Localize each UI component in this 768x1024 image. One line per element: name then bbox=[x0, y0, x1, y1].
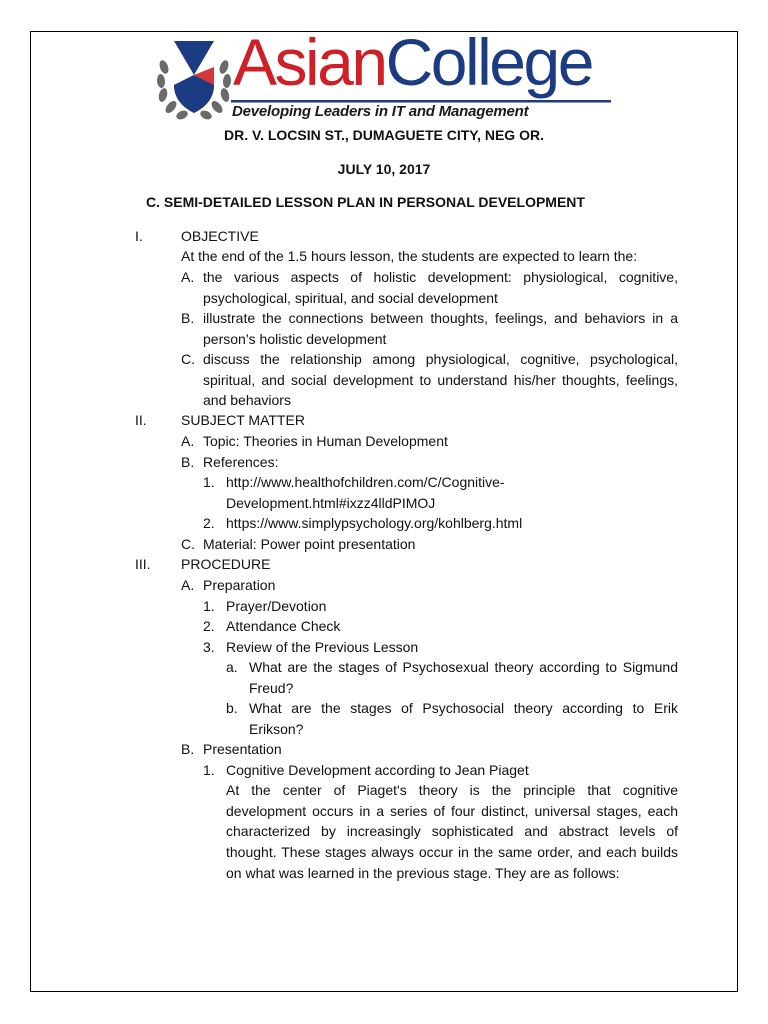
prep-item: Review of the Previous Lesson bbox=[226, 639, 419, 655]
list-number: 1. bbox=[203, 474, 215, 490]
review-question: What are the stages of Psychosexual theory according to Sigmund Freud? bbox=[249, 659, 678, 696]
presentation-heading: Presentation bbox=[203, 741, 282, 757]
presentation-item: Cognitive Development according to Jean Piaget bbox=[226, 762, 529, 778]
section-heading-procedure: PROCEDURE bbox=[181, 556, 271, 572]
prep-item: Attendance Check bbox=[226, 618, 341, 634]
document-date: JULY 10, 2017 bbox=[337, 161, 431, 177]
list-letter: B. bbox=[181, 741, 195, 757]
school-address: DR. V. LOCSIN ST., DUMAGUETE CITY, NEG OR. bbox=[224, 127, 544, 143]
list-number: 2. bbox=[203, 515, 215, 531]
laurel-shield-icon bbox=[155, 37, 233, 123]
list-number: 1. bbox=[203, 598, 215, 614]
list-number: 1. bbox=[203, 762, 215, 778]
material: Material: Power point presentation bbox=[203, 536, 416, 552]
list-letter: C. bbox=[181, 351, 195, 367]
list-letter: A. bbox=[181, 433, 195, 449]
references-label: References: bbox=[203, 454, 279, 470]
section-number: I. bbox=[135, 228, 143, 244]
review-question: What are the stages of Psychosocial theory according to Erik Erikson? bbox=[249, 700, 678, 737]
section-number: II. bbox=[135, 412, 147, 428]
college-name bbox=[233, 25, 592, 99]
section-heading-subject-matter: SUBJECT MATTER bbox=[181, 412, 305, 428]
objective-item: illustrate the connections between thoughts, feelings, and behaviors in a person’s holistic development bbox=[203, 310, 678, 347]
list-letter: C. bbox=[181, 536, 195, 552]
objective-intro: At the end of the 1.5 hours lesson, the students are expected to learn the: bbox=[181, 248, 638, 264]
college-name-asian: Asian bbox=[233, 25, 386, 99]
section-number: III. bbox=[135, 556, 151, 572]
presentation-paragraph: At the center of Piaget's theory is the principle that cognitive development occurs in a series of four distinct, universal stages, each characterized by increasingly sophisticated and abstract levels of thought. These stages always occur in the same order, and each builds on what was learned in the previous stage. They are as follows: bbox=[226, 782, 678, 881]
list-letter: B. bbox=[181, 454, 195, 470]
reference-link[interactable]: http://www.healthofchildren.com/C/Cognitive- bbox=[226, 474, 505, 490]
reference-link[interactable]: https://www.simplypsychology.org/kohlberg.html bbox=[226, 515, 523, 531]
college-tagline: Developing Leaders in IT and Management bbox=[232, 103, 529, 120]
preparation-heading: Preparation bbox=[203, 577, 276, 593]
section-heading-objective: OBJECTIVE bbox=[181, 228, 259, 244]
list-letter: b. bbox=[226, 700, 238, 716]
college-name-college: College bbox=[385, 25, 592, 99]
topic: Topic: Theories in Human Development bbox=[203, 433, 448, 449]
objective-item: the various aspects of holistic development: physiological, cognitive, psychological, spiritual, and social development bbox=[203, 269, 678, 306]
list-letter: A. bbox=[181, 269, 195, 285]
list-letter: a. bbox=[226, 659, 238, 675]
prep-item: Prayer/Devotion bbox=[226, 598, 327, 614]
list-number: 2. bbox=[203, 618, 215, 634]
list-letter: B. bbox=[181, 310, 195, 326]
objective-item: discuss the relationship among physiological, cognitive, psychological, spiritual, and social development to understand his/her thoughts, feelings, and behaviors bbox=[203, 351, 678, 409]
list-letter: A. bbox=[181, 577, 195, 593]
list-number: 3. bbox=[203, 639, 215, 655]
lesson-plan-title: C. SEMI-DETAILED LESSON PLAN IN PERSONAL DEVELOPMENT bbox=[146, 194, 585, 210]
reference-link[interactable]: Development.html#ixzz4lldPIMOJ bbox=[226, 495, 436, 511]
